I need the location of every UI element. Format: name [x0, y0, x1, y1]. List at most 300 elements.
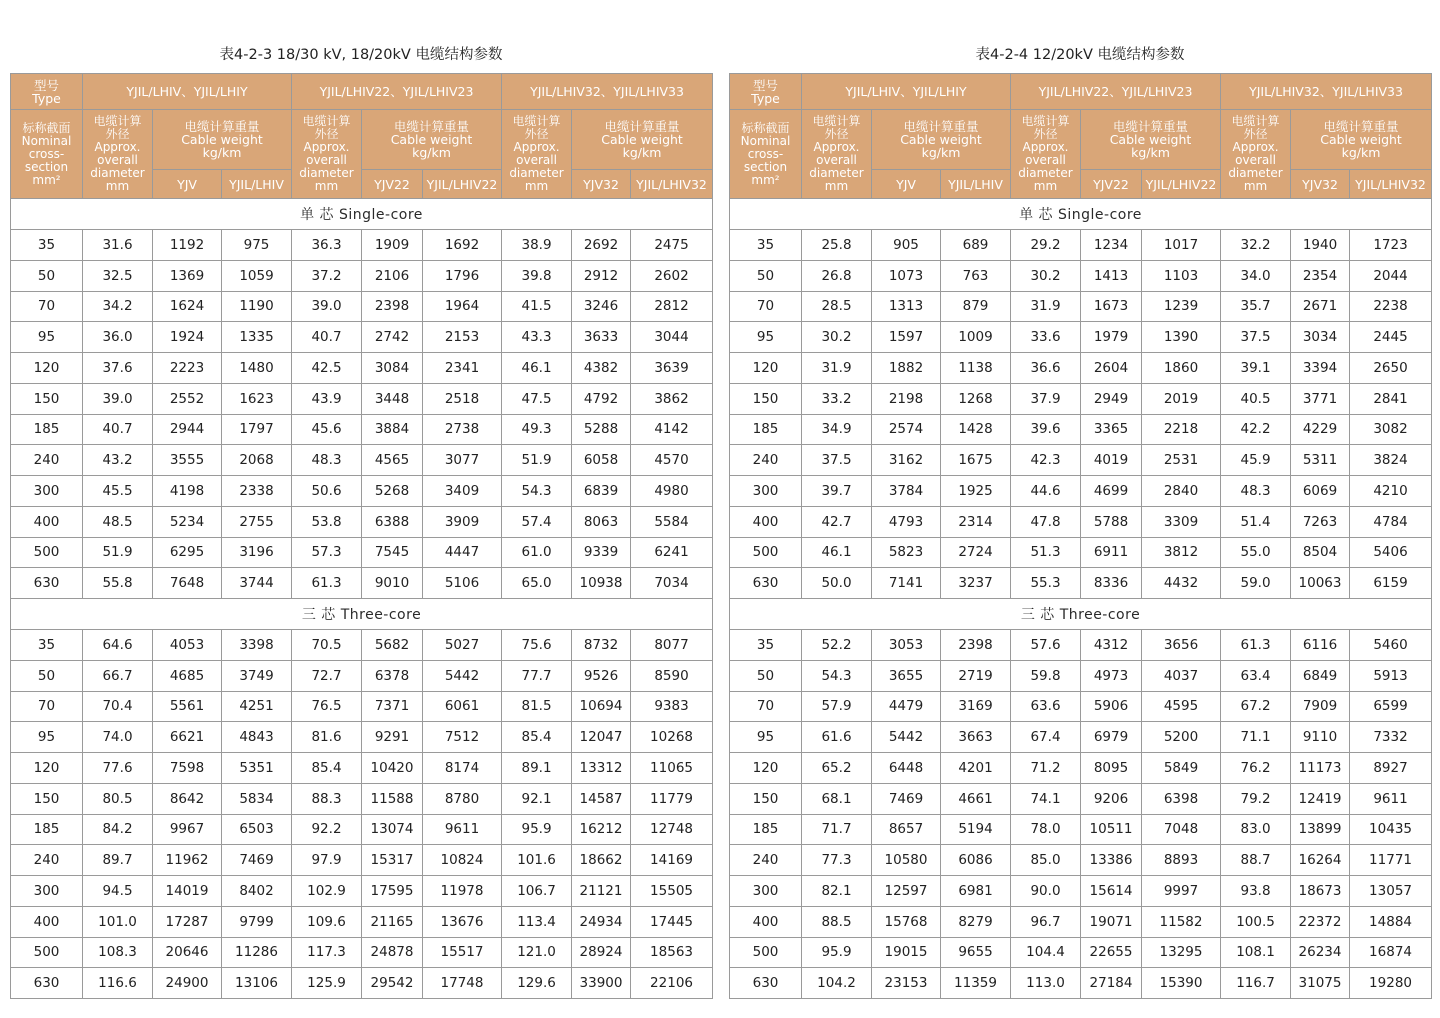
table-cell: 240: [730, 445, 802, 476]
table-cell: 19015: [872, 937, 941, 968]
table-cell: 1390: [1142, 322, 1221, 353]
table-row: [730, 691, 1432, 722]
table-cell: 2338: [222, 476, 292, 507]
table-cell: 15317: [362, 845, 423, 876]
table-cell: 113.0: [1011, 968, 1081, 999]
table-cell: 2198: [872, 383, 941, 414]
table-row: [11, 230, 713, 261]
table-cell: 1925: [941, 476, 1011, 507]
table-cell: 10063: [1291, 568, 1350, 599]
table-cell: 13676: [423, 906, 502, 937]
table-cell: 1964: [423, 291, 502, 322]
table-cell: 5561: [153, 691, 222, 722]
table-cell: 38.9: [502, 230, 572, 261]
table-cell: 8402: [222, 876, 292, 907]
table-cell: 55.0: [1221, 537, 1291, 568]
table-cell: 3656: [1142, 630, 1221, 661]
table-cell: 15768: [872, 906, 941, 937]
table-cell: 500: [730, 937, 802, 968]
table-cell: 41.5: [502, 291, 572, 322]
table-cell: 1073: [872, 260, 941, 291]
table-cell: 300: [11, 476, 83, 507]
table-cell: 2518: [423, 383, 502, 414]
table-cell: 1192: [153, 230, 222, 261]
table-cell: 1597: [872, 322, 941, 353]
table-cell: 5288: [572, 414, 631, 445]
table-cell: 81.5: [502, 691, 572, 722]
table-cell: 59.0: [1221, 568, 1291, 599]
table-cell: 120: [730, 753, 802, 784]
table-cell: 3749: [222, 660, 292, 691]
table-cell: 9339: [572, 537, 631, 568]
table-cell: 12597: [872, 876, 941, 907]
table-cell: 7648: [153, 568, 222, 599]
table-cell: 129.6: [502, 968, 572, 999]
table-cell: 6981: [941, 876, 1011, 907]
col-header: YJV32: [572, 170, 631, 199]
table-cell: 3309: [1142, 506, 1221, 537]
table-cell: 51.3: [1011, 537, 1081, 568]
table-cell: 4201: [941, 753, 1011, 784]
table-cell: 66.7: [83, 660, 153, 691]
col-header: YJV22: [1081, 170, 1142, 199]
table-cell: 1692: [423, 230, 502, 261]
table-cell: 7141: [872, 568, 941, 599]
table-cell: 6241: [631, 537, 713, 568]
table-cell: 10435: [1350, 814, 1432, 845]
table-cell: 2944: [153, 414, 222, 445]
table-cell: 9526: [572, 660, 631, 691]
table-cell: 25.8: [802, 230, 872, 261]
table-cell: 57.3: [292, 537, 362, 568]
table-cell: 8336: [1081, 568, 1142, 599]
table-cell: 52.2: [802, 630, 872, 661]
table-cell: 2398: [941, 630, 1011, 661]
table-cell: 23153: [872, 968, 941, 999]
section-label: 单 芯 Single-core: [11, 199, 713, 230]
table-cell: 4053: [153, 630, 222, 661]
table-cell: 92.2: [292, 814, 362, 845]
table-cell: 150: [11, 383, 83, 414]
table-row: [11, 414, 713, 445]
table-cell: 31.9: [1011, 291, 1081, 322]
table-cell: 4447: [423, 537, 502, 568]
table-cell: 70: [11, 691, 83, 722]
table-cell: 77.3: [802, 845, 872, 876]
table-cell: 61.0: [502, 537, 572, 568]
table-cell: 3448: [362, 383, 423, 414]
table-cell: 300: [11, 876, 83, 907]
table-cell: 6979: [1081, 722, 1142, 753]
table-cell: 108.1: [1221, 937, 1291, 968]
table-cell: 108.3: [83, 937, 153, 968]
table-cell: 97.9: [292, 845, 362, 876]
table-cell: 4479: [872, 691, 941, 722]
table-cell: 11359: [941, 968, 1011, 999]
table-cell: 85.4: [292, 753, 362, 784]
table-row: [730, 445, 1432, 476]
table-row: [11, 906, 713, 937]
table-cell: 7048: [1142, 814, 1221, 845]
table-cell: 630: [11, 968, 83, 999]
table-cell: 3237: [941, 568, 1011, 599]
table-cell: 8780: [423, 783, 502, 814]
table-cell: 9611: [423, 814, 502, 845]
table-cell: 17287: [153, 906, 222, 937]
table-cell: 120: [730, 353, 802, 384]
table-cell: 26.8: [802, 260, 872, 291]
table-cell: 6849: [1291, 660, 1350, 691]
table-cell: 29.2: [1011, 230, 1081, 261]
table-cell: 1009: [941, 322, 1011, 353]
table-cell: 4595: [1142, 691, 1221, 722]
cable-params-table-12-20kv: [729, 73, 1432, 999]
table-cell: 19071: [1081, 906, 1142, 937]
table-cell: 39.7: [802, 476, 872, 507]
table-cell: 185: [730, 414, 802, 445]
table-cell: 15517: [423, 937, 502, 968]
table-cell: 2574: [872, 414, 941, 445]
table-cell: 8504: [1291, 537, 1350, 568]
table-cell: 55.8: [83, 568, 153, 599]
table-cell: 2812: [631, 291, 713, 322]
table-cell: 4661: [941, 783, 1011, 814]
table-cell: 1239: [1142, 291, 1221, 322]
table-cell: 50: [11, 260, 83, 291]
table-cell: 43.2: [83, 445, 153, 476]
table-cell: 240: [11, 845, 83, 876]
table-cell: 82.1: [802, 876, 872, 907]
table-cell: 33.6: [1011, 322, 1081, 353]
table-cell: 2475: [631, 230, 713, 261]
table-cell: 47.8: [1011, 506, 1081, 537]
table-cell: 42.7: [802, 506, 872, 537]
table-cell: 101.6: [502, 845, 572, 876]
table-cell: 70: [11, 291, 83, 322]
table-cell: 3663: [941, 722, 1011, 753]
table-row: [11, 814, 713, 845]
table-row: [11, 845, 713, 876]
table-cell: 106.7: [502, 876, 572, 907]
left-panel: [10, 0, 712, 999]
table-cell: 150: [730, 783, 802, 814]
table-cell: 4312: [1081, 630, 1142, 661]
table-cell: 400: [11, 506, 83, 537]
table-cell: 55.3: [1011, 568, 1081, 599]
table-row: [730, 783, 1432, 814]
table-row: [730, 506, 1432, 537]
table-cell: 9997: [1142, 876, 1221, 907]
table-row: [11, 968, 713, 999]
table-cell: 13386: [1081, 845, 1142, 876]
table-cell: 76.2: [1221, 753, 1291, 784]
table-cell: 6069: [1291, 476, 1350, 507]
table-cell: 6621: [153, 722, 222, 753]
table-cell: 37.6: [83, 353, 153, 384]
table-cell: 9967: [153, 814, 222, 845]
table-row: [730, 876, 1432, 907]
table-cell: 4980: [631, 476, 713, 507]
table-cell: 400: [730, 506, 802, 537]
table-cell: 10511: [1081, 814, 1142, 845]
table-cell: 54.3: [802, 660, 872, 691]
table-row: [730, 753, 1432, 784]
table-cell: 2719: [941, 660, 1011, 691]
table-cell: 500: [11, 937, 83, 968]
table-cell: 95: [730, 322, 802, 353]
table-cell: 7909: [1291, 691, 1350, 722]
table-cell: 8174: [423, 753, 502, 784]
weight-header: 电缆计算重量 Cable weight kg/km: [1081, 110, 1221, 170]
table-cell: 10824: [423, 845, 502, 876]
table-cell: 20646: [153, 937, 222, 968]
table-cell: 2223: [153, 353, 222, 384]
table-cell: 77.6: [83, 753, 153, 784]
table-cell: 45.6: [292, 414, 362, 445]
diameter-header: 电缆计算 外径 Approx. overall diameter mm: [83, 110, 153, 199]
table-cell: 28.5: [802, 291, 872, 322]
diameter-header: 电缆计算 外径 Approx. overall diameter mm: [1011, 110, 1081, 199]
table-cell: 3398: [222, 630, 292, 661]
table-cell: 89.7: [83, 845, 153, 876]
weight-header: 电缆计算重量 Cable weight kg/km: [362, 110, 502, 170]
table-cell: 400: [730, 906, 802, 937]
table-cell: 9110: [1291, 722, 1350, 753]
table-cell: 57.4: [502, 506, 572, 537]
table-cell: 27184: [1081, 968, 1142, 999]
table-row: [11, 660, 713, 691]
section-label: 单 芯 Single-core: [730, 199, 1432, 230]
table-cell: 8063: [572, 506, 631, 537]
table-cell: 7034: [631, 568, 713, 599]
table-cell: 37.5: [802, 445, 872, 476]
table-cell: 36.0: [83, 322, 153, 353]
table-cell: 85.4: [502, 722, 572, 753]
table-cell: 51.9: [83, 537, 153, 568]
table-cell: 8095: [1081, 753, 1142, 784]
table-cell: 116.6: [83, 968, 153, 999]
table-cell: 4699: [1081, 476, 1142, 507]
table-row: [11, 506, 713, 537]
table-cell: 2341: [423, 353, 502, 384]
table-row: [730, 845, 1432, 876]
table-cell: 12748: [631, 814, 713, 845]
table-cell: 500: [11, 537, 83, 568]
table-cell: 7469: [872, 783, 941, 814]
table-cell: 4793: [872, 506, 941, 537]
table-cell: 29542: [362, 968, 423, 999]
table-cell: 3812: [1142, 537, 1221, 568]
table-cell: 102.9: [292, 876, 362, 907]
table-cell: 18673: [1291, 876, 1350, 907]
table-cell: 1369: [153, 260, 222, 291]
table-cell: 7512: [423, 722, 502, 753]
table-cell: 9291: [362, 722, 423, 753]
table-cell: 1313: [872, 291, 941, 322]
cable-params-table-18-30kv: [10, 73, 713, 999]
table-cell: 879: [941, 291, 1011, 322]
table-cell: 1623: [222, 383, 292, 414]
table-cell: 78.0: [1011, 814, 1081, 845]
table-cell: 37.9: [1011, 383, 1081, 414]
table-cell: 150: [11, 783, 83, 814]
table-cell: 33.2: [802, 383, 872, 414]
table-row: [11, 753, 713, 784]
table-cell: 2019: [1142, 383, 1221, 414]
table-row: [730, 660, 1432, 691]
table-row: [11, 291, 713, 322]
table-cell: 96.7: [1011, 906, 1081, 937]
table-cell: 1797: [222, 414, 292, 445]
table-cell: 40.5: [1221, 383, 1291, 414]
table-row: [730, 260, 1432, 291]
table-cell: 2604: [1081, 353, 1142, 384]
group-header: YJIL/LHIV、YJIL/LHIY: [83, 74, 292, 110]
table-row: [11, 476, 713, 507]
table-cell: 300: [730, 476, 802, 507]
table-row: [730, 353, 1432, 384]
table-cell: 13312: [572, 753, 631, 784]
table-cell: 2398: [362, 291, 423, 322]
col-header: YJV22: [362, 170, 423, 199]
table-cell: 3744: [222, 568, 292, 599]
table-cell: 39.8: [502, 260, 572, 291]
table-cell: 1860: [1142, 353, 1221, 384]
table-cell: 22106: [631, 968, 713, 999]
table-cell: 1940: [1291, 230, 1350, 261]
table-cell: 50: [730, 660, 802, 691]
table-cell: 185: [730, 814, 802, 845]
table-cell: 9010: [362, 568, 423, 599]
table-cell: 400: [11, 906, 83, 937]
table-cell: 13106: [222, 968, 292, 999]
table-cell: 50.0: [802, 568, 872, 599]
table-cell: 15390: [1142, 968, 1221, 999]
table-cell: 8732: [572, 630, 631, 661]
section-label: 三 芯 Three-core: [730, 599, 1432, 630]
weight-header: 电缆计算重量 Cable weight kg/km: [872, 110, 1011, 170]
table-cell: 31075: [1291, 968, 1350, 999]
table-cell: 3655: [872, 660, 941, 691]
table-cell: 116.7: [1221, 968, 1291, 999]
table-cell: 70: [730, 291, 802, 322]
table-cell: 3077: [423, 445, 502, 476]
table-cell: 71.1: [1221, 722, 1291, 753]
table-cell: 12047: [572, 722, 631, 753]
table-cell: 5234: [153, 506, 222, 537]
section-header: 标称截面 Nominal cross- section mm²: [11, 110, 83, 199]
table-cell: 1882: [872, 353, 941, 384]
table-cell: 45.9: [1221, 445, 1291, 476]
table-cell: 46.1: [802, 537, 872, 568]
section-row: [730, 199, 1432, 230]
table-cell: 61.3: [292, 568, 362, 599]
col-header: YJIL/LHIV: [222, 170, 292, 199]
table-cell: 1979: [1081, 322, 1142, 353]
table-cell: 24900: [153, 968, 222, 999]
table-cell: 2692: [572, 230, 631, 261]
table-cell: 2671: [1291, 291, 1350, 322]
table-cell: 2238: [1350, 291, 1432, 322]
table-cell: 120: [11, 353, 83, 384]
table-cell: 34.0: [1221, 260, 1291, 291]
table-cell: 3246: [572, 291, 631, 322]
table-cell: 80.5: [83, 783, 153, 814]
weight-header: 电缆计算重量 Cable weight kg/km: [572, 110, 713, 170]
table-cell: 2354: [1291, 260, 1350, 291]
table-cell: 6911: [1081, 537, 1142, 568]
table-cell: 2106: [362, 260, 423, 291]
table-cell: 49.3: [502, 414, 572, 445]
diameter-header: 电缆计算 外径 Approx. overall diameter mm: [1221, 110, 1291, 199]
table-cell: 5906: [1081, 691, 1142, 722]
table-cell: 30.2: [1011, 260, 1081, 291]
table-cell: 35: [11, 630, 83, 661]
table-cell: 32.2: [1221, 230, 1291, 261]
table-cell: 63.4: [1221, 660, 1291, 691]
table-cell: 1480: [222, 353, 292, 384]
table-cell: 1675: [941, 445, 1011, 476]
table-cell: 5194: [941, 814, 1011, 845]
table-cell: 6839: [572, 476, 631, 507]
table-cell: 2552: [153, 383, 222, 414]
table-row: [730, 722, 1432, 753]
table-cell: 17445: [631, 906, 713, 937]
table-cell: 3633: [572, 322, 631, 353]
table-cell: 4142: [631, 414, 713, 445]
table-cell: 117.3: [292, 937, 362, 968]
table-row: [730, 414, 1432, 445]
table-cell: 11978: [423, 876, 502, 907]
table-cell: 6058: [572, 445, 631, 476]
table-cell: 28924: [572, 937, 631, 968]
table-cell: 50: [11, 660, 83, 691]
table-cell: 7263: [1291, 506, 1350, 537]
diameter-header: 电缆计算 外径 Approx. overall diameter mm: [802, 110, 872, 199]
table-cell: 4229: [1291, 414, 1350, 445]
table-cell: 24878: [362, 937, 423, 968]
table-cell: 2445: [1350, 322, 1432, 353]
table-row: [11, 630, 713, 661]
table-cell: 2650: [1350, 353, 1432, 384]
table-cell: 31.6: [83, 230, 153, 261]
table-cell: 15614: [1081, 876, 1142, 907]
table-cell: 43.9: [292, 383, 362, 414]
table-cell: 1624: [153, 291, 222, 322]
table-cell: 93.8: [1221, 876, 1291, 907]
table-cell: 240: [11, 445, 83, 476]
table-cell: 2742: [362, 322, 423, 353]
table-cell: 4210: [1350, 476, 1432, 507]
table-cell: 100.5: [1221, 906, 1291, 937]
table-row: [11, 937, 713, 968]
table-cell: 5268: [362, 476, 423, 507]
table-cell: 94.5: [83, 876, 153, 907]
table-cell: 45.5: [83, 476, 153, 507]
table-cell: 120: [11, 753, 83, 784]
table-cell: 1234: [1081, 230, 1142, 261]
table-cell: 150: [730, 383, 802, 414]
table-cell: 3909: [423, 506, 502, 537]
table-row: [11, 383, 713, 414]
table-cell: 11779: [631, 783, 713, 814]
table-cell: 11286: [222, 937, 292, 968]
table-cell: 5406: [1350, 537, 1432, 568]
table-cell: 12419: [1291, 783, 1350, 814]
table-cell: 18662: [572, 845, 631, 876]
table-cell: 104.4: [1011, 937, 1081, 968]
table-cell: 6398: [1142, 783, 1221, 814]
